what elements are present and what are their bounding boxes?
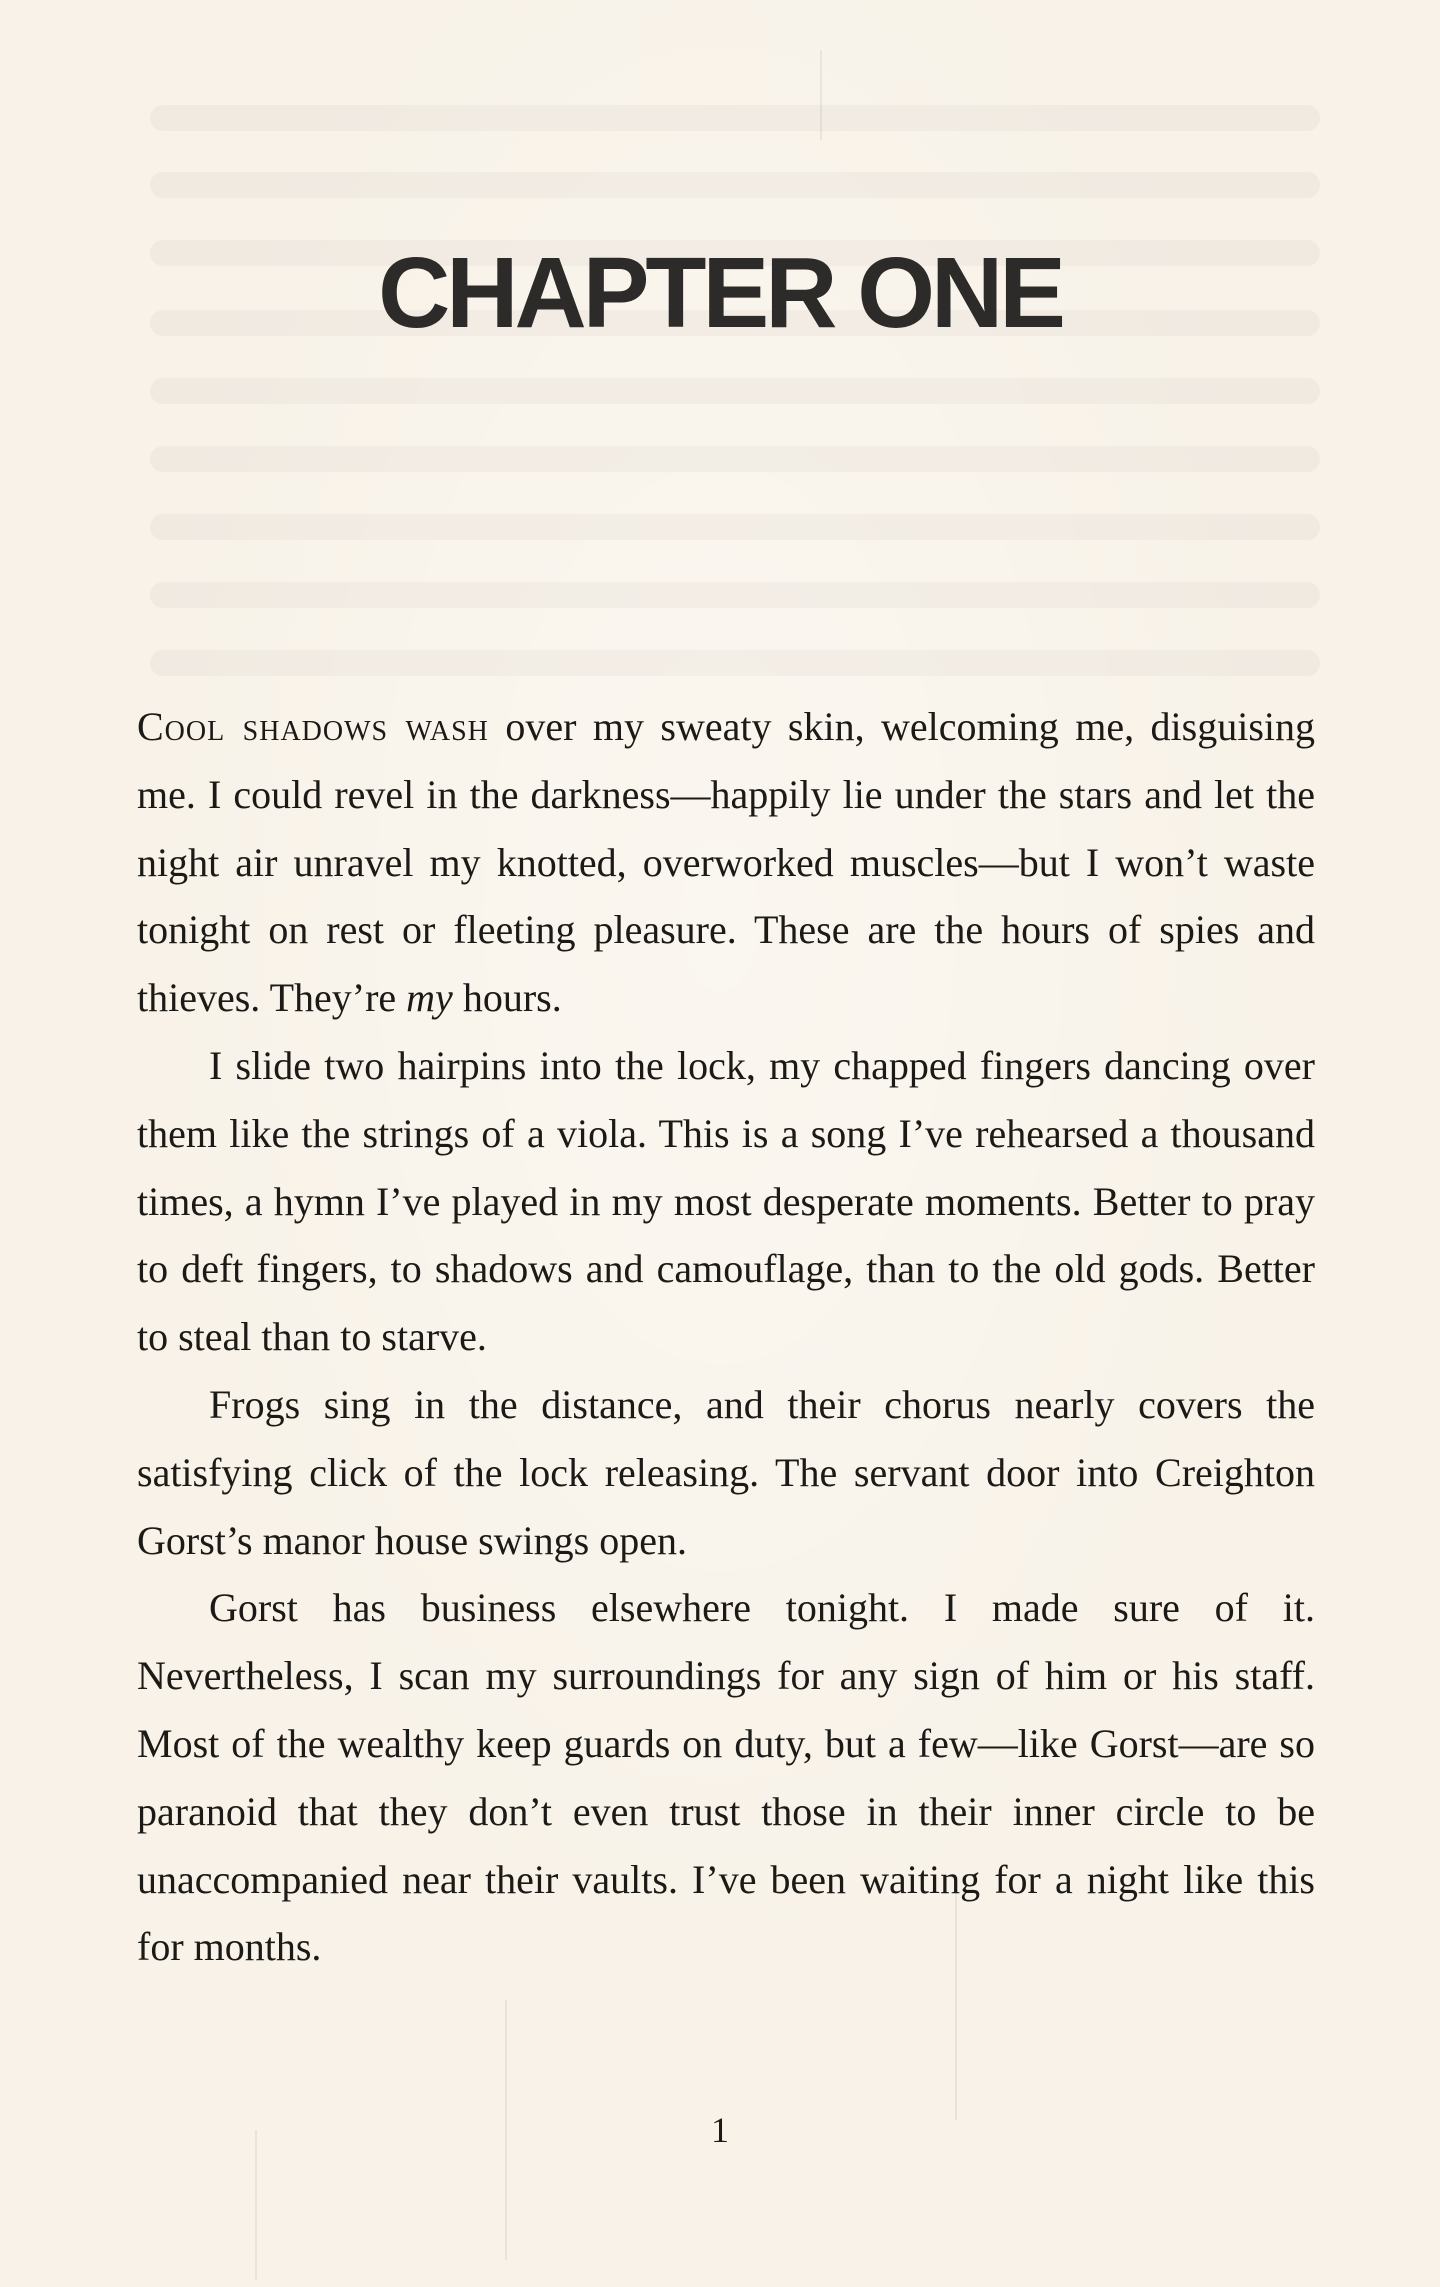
page-number: 1 (711, 2110, 729, 2150)
paragraph-text-end: hours. (452, 975, 562, 1021)
chapter-title: CHAPTER ONE (378, 237, 1062, 349)
paper-crease (255, 2130, 257, 2280)
show-through-line (150, 514, 1320, 540)
paragraph-lead-in: Cool shadows wash (137, 704, 489, 749)
paragraph-text: over my sweaty skin, welcoming me, disguising me. I could revel in the darkness—happily lie under the stars and let the night air unravel my knotted, overworked muscles—but I won’t waste tonight on rest or fleeting pleasure. These are the hours of spies and thieves. They’re (137, 704, 1315, 1021)
paragraph-4: Gorst has business elsewhere tonight. I made sure of it. Nevertheless, I scan my surroundings for any sign of him or his staff. Most of the wealthy keep guards on duty, but a few—like Gorst—are so paranoid that they don’t even trust those in their inner circle to be unaccompanied near their vaults. I’ve been waiting for a night like this for months. (137, 1585, 1315, 1970)
show-through-line (150, 105, 1320, 131)
show-through-line (150, 172, 1320, 198)
show-through-line (150, 582, 1320, 608)
paragraph-2: I slide two hairpins into the lock, my chapped fingers dancing over them like the strings of a viola. This is a song I’ve rehearsed a thousand times, a hymn I’ve played in my most desperate moments. Better to pray to deft fingers, to shadows and camouflage, than to the old gods. Better to steal than to starve. (137, 1042, 1315, 1360)
paper-crease (820, 50, 822, 140)
paragraph-1 (137, 693, 1315, 1032)
emphasized-word: my (406, 975, 453, 1021)
show-through-line (150, 378, 1320, 404)
chapter-body (137, 693, 1315, 1981)
show-through-line (150, 650, 1320, 676)
paragraph-3: Frogs sing in the distance, and their chorus nearly covers the satisfying click of the lock releasing. The servant door into Creighton Gorst’s manor house swings open. (137, 1381, 1315, 1563)
show-through-line (150, 446, 1320, 472)
